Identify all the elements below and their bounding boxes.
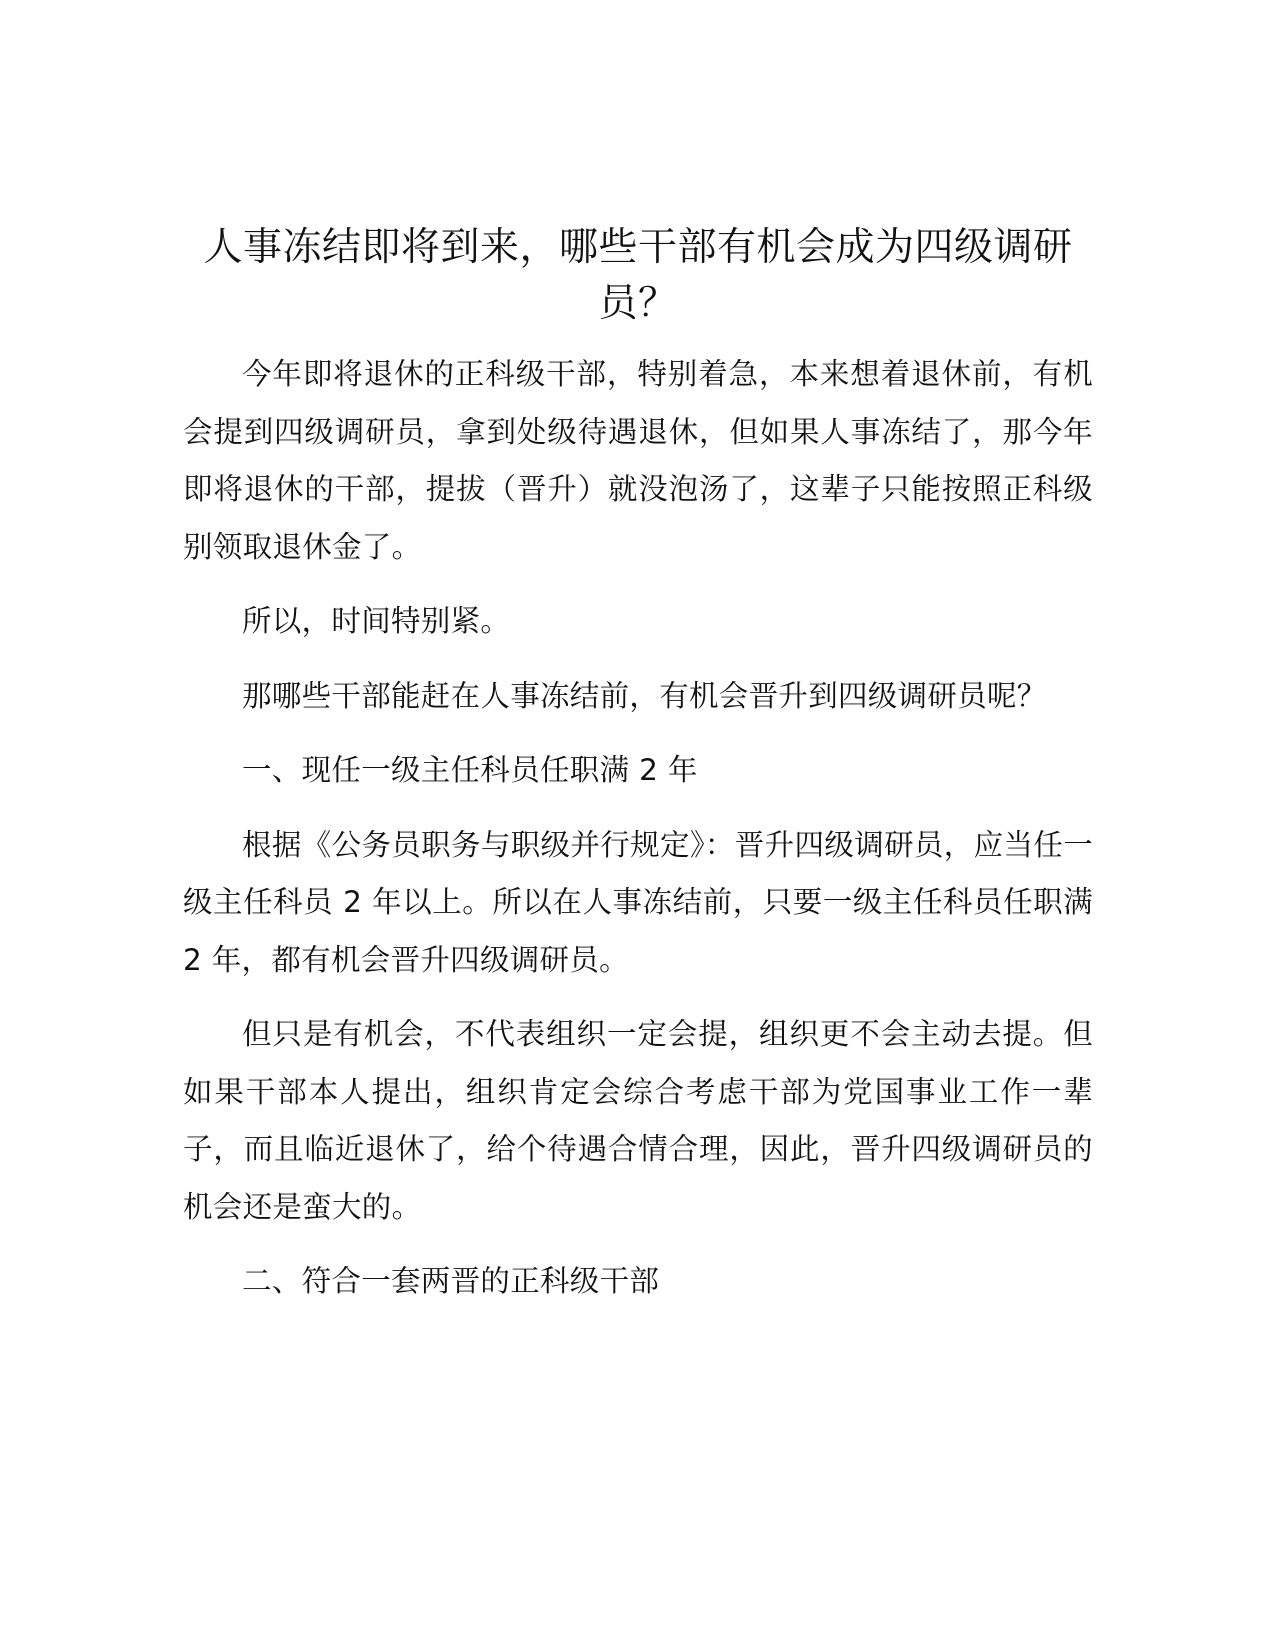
document-body: [183, 220, 1093, 1311]
section-heading: 一、现任一级主任科员任职满 2 年: [242, 753, 698, 787]
section-heading: 二、符合一套两晋的正科级干部: [242, 1264, 660, 1298]
paragraph: 那哪些干部能赶在人事冻结前，有机会晋升到四级调研员呢？: [242, 678, 1047, 713]
paragraph: 根据《公务员职务与职级并行规定》：晋升四级调研员，应当任一级主任科员 2 年以上。所以在人事冻结前，只要一级主任科员任职满 2 年，都有机会晋升四级调研员。: [183, 827, 1093, 977]
paragraph: 所以，时间特别紧。: [242, 604, 511, 638]
paragraph: 但只是有机会，不代表组织一定会提，组织更不会主动去提。但如果干部本人提出，组织肯定会综合考虑干部为党国事业工作一辈子，而且临近退休了，给个待遇合情合理，因此，晋升四级调研员的机会还是蛮大的。: [183, 1017, 1093, 1224]
paragraph: 今年即将退休的正科级干部，特别着急，本来想着退休前，有机会提到四级调研员，拿到处级待遇退休，但如果人事冻结了，那今年即将退休的干部，提拔（晋升）就没泡汤了，这辈子只能按照正科级别领取退休金了。: [183, 357, 1093, 564]
document-title: 人事冻结即将到来，哪些干部有机会成为四级调研员？: [203, 225, 1073, 326]
